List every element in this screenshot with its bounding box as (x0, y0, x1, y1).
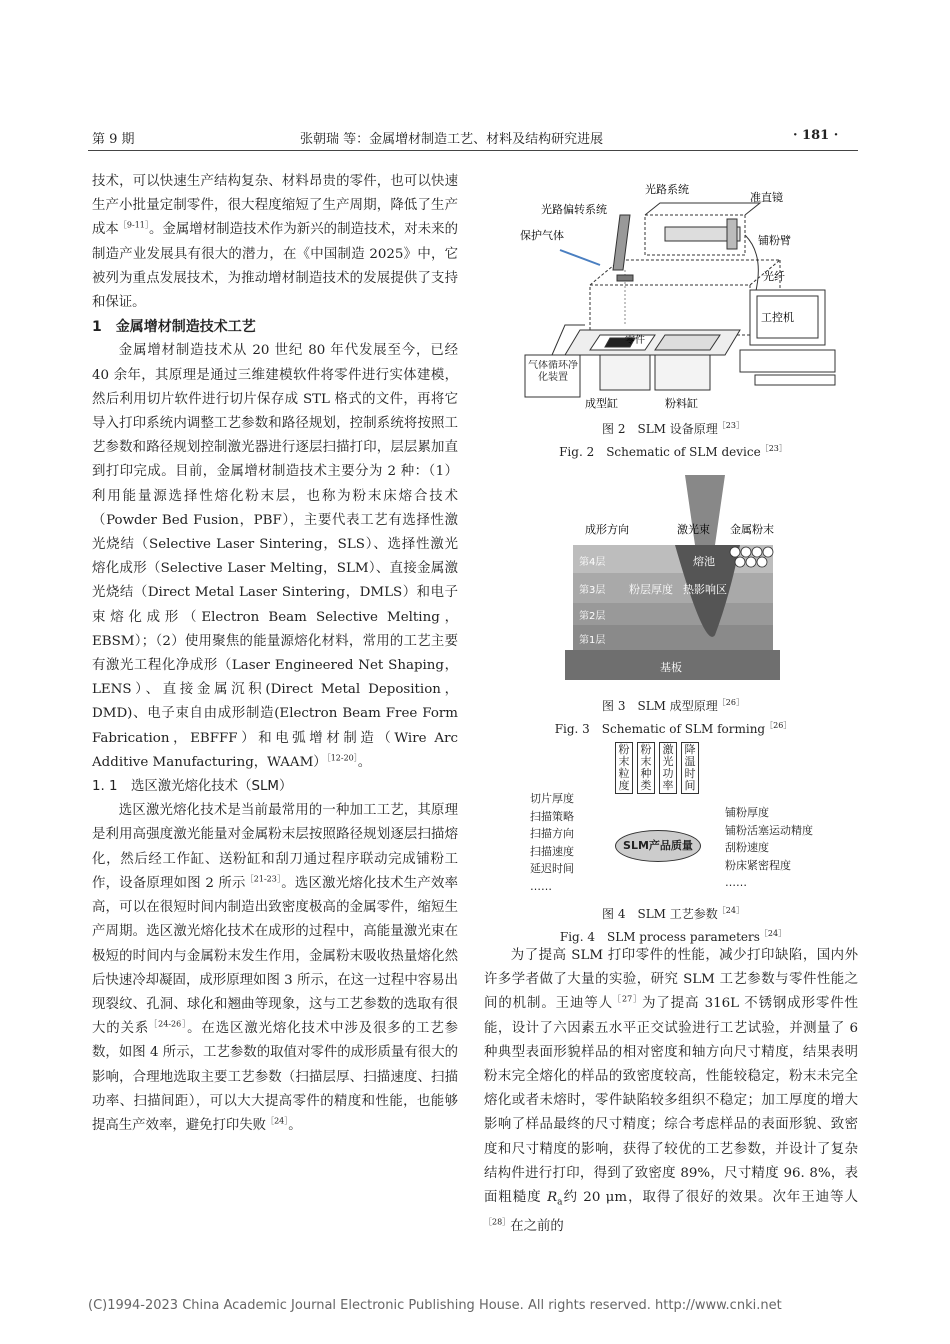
param-left: 扫描策略 (530, 809, 574, 823)
param-right: …… (725, 876, 747, 889)
paragraph: 金属增材制造技术从 20 世纪 80 年代发展至今，已经 40 余年，其原理是通过三维建模软件将零件进行实体建模，然后利用切片软件进行切片保存成 STL 格式的文件，再将它导入打印系统内调整工艺参数和路径规划，控制系统将按照工艺参数和路径规划控制激光器进行逐层扫描打印，层层累加直到打印完成。目前，金属增材制造技术主要分为 2 种：（1）利用能量源选择性熔化粉末层，也称为粉末床熔合技术（Powder Bed Fusion，PBF），主要代表工艺有选择性激光烧结（Selective Laser Sintering，SLS）、选择性激光熔化成形（Selective Laser Melting，SLM）、直接金属激光烧结（Direct Metal Laser Sintering，DMLS）和电子束熔化成形（Electron Beam Selective Melting，EBSM）；（2）使用聚焦的能量源熔化材料，常用的工艺主要有激光工程化净成形（Laser Engineered Net Shaping，LENS）、直接金属沉积(Direct Metal Deposition，DMD)、电子束自由成形制造(Electron Beam Free Form Fabrication，EBFFF）和电弧增材制造（Wire Arc Additive Manufacturing，WAAM）$^{[12-20]}$。 (92, 343, 458, 770)
label-arm: 铺粉臂 (758, 234, 791, 247)
label-l3: 第3层 (579, 585, 606, 596)
param-top: 降温时间 (681, 742, 699, 794)
label-purify: 气体循环净化装置 (528, 360, 578, 383)
label-l2: 第2层 (579, 611, 606, 622)
param-top: 粉末粒度 (615, 742, 633, 794)
label-fiber: 光纤 (763, 270, 785, 283)
param-left: 切片厚度 (530, 792, 574, 805)
param-right: 铺粉厚度 (725, 806, 769, 819)
center-node: SLM产品质量 (615, 830, 701, 862)
copyright-footer: (C)1994-2023 China Academic Journal Electronic Publishing House. All rights reserved. http://www.cnki.net (88, 1298, 782, 1313)
param-right: 铺粉活塞运动精度 (725, 823, 813, 837)
left-column (92, 170, 458, 1138)
label-metal-powder: 金属粉末 (730, 523, 774, 536)
label-optical: 光路系统 (645, 183, 689, 196)
param-right: 粉床紧密程度 (725, 858, 791, 872)
figure-3-slm-forming (565, 475, 785, 685)
subsection-heading: 1. 1 选区激光熔化技术（SLM） (92, 779, 293, 795)
fig4-caption-cn: 图 4 SLM 工艺参数$^{[24]}$ (602, 906, 744, 921)
label-pool: 熔池 (693, 555, 715, 568)
fig4-caption-en: Fig. 4 SLM process parameters$^{[24]}$ (559, 929, 787, 944)
issue-number: 第 9 期 (92, 132, 135, 147)
label-haz: 热影响区 (683, 583, 727, 596)
figure-4-slm-parameters (520, 742, 840, 892)
header-rule (88, 150, 858, 151)
param-top: 粉末种类 (637, 742, 655, 794)
label-laser: 激光束 (677, 523, 710, 536)
label-build: 成型缸 (585, 397, 618, 410)
section-heading: 1 金属增材制造技术工艺 (92, 319, 256, 336)
param-left: 扫描速度 (530, 844, 574, 858)
param-right: 刮粉速度 (725, 841, 769, 854)
param-left: 扫描方向 (530, 827, 574, 840)
running-title: 张朝瑞 等：金属增材制造工艺、材料及结构研究进展 (300, 132, 604, 147)
label-gas: 保护气体 (520, 229, 564, 242)
label-thickness: 粉层厚度 (629, 583, 673, 596)
fig2-caption-cn: 图 2 SLM 设备原理$^{[23]}$ (602, 421, 744, 436)
label-l4: 第4层 (579, 557, 606, 568)
label-collimator: 准直镜 (750, 191, 783, 204)
fig3-caption-en: Fig. 3 Schematic of SLM forming$^{[26]}$ (554, 721, 792, 736)
paragraph: 技术，可以快速生产结构复杂、材料昂贵的零件，也可以快速生产小批量定制零件，很大程度缩短了生产周期，降低了生产成本$^{[9-11]}$。金属增材制造技术作为新兴的制造技术，对未来的制造产业发展具有很大的潜力，在《中国制造 2025》中，它被列为重点发展技术，为推动增材制造技术的发展提供了支持和保证。 (92, 174, 459, 311)
fig3-caption-cn: 图 3 SLM 成型原理$^{[26]}$ (602, 698, 744, 713)
page-number: · 181 · (793, 128, 839, 143)
paragraph: 为了提高 SLM 打印零件的性能，减少打印缺陷，国内外许多学者做了大量的实验，研究 SLM 工艺参数与零件性能之间的机制。王迪等人$^{[27]}$为了提高 316L 不锈钢成形零件性能，设计了六因素五水平正交试验进行工艺试验，并测量了 6 种典型表面形貌样品的相对密度和轴方向尺寸精度，结果表明粉末完全熔化的样品的致密度较高，性能较稳定，粉末未完全熔化或者未熔时，零件缺陷较多组织不稳定；加工厚度的增大影响了样品最终的尺寸精度；综合考虑样品的表面形貌、致密度和尺寸精度的影响，获得了较优的工艺参数，并设计了复杂结构件进行打印，得到了致密度 89%，尺寸精度 96. 8%，表面粗糙度 $R_a$约 20 μm，取得了很好的效果。次年王迪等人$^{[28]}$在之前的 (484, 948, 859, 1234)
paragraph: 选区激光熔化技术是当前最常用的一种加工工艺，其原理是利用高强度激光能量对金属粉末层按照路径规划逐层扫描熔化，然后经工作缸、送粉缸和刮刀通过程序联动完成铺粉工作，设备原理如图 2 所示$^{[21-23]}$。选区激光熔化技术生产效率高，可以在很短时间内制造出致密度极高的金属零件，缩短生产周期。选区激光熔化技术在成形的过程中，高能量激光束在极短的时间内与金属粉末发生作用，金属粉末吸收热量熔化然后快速冷却凝固，成形原理如图 3 所示，在这一过程中容易出现裂纹、孔洞、球化和翘曲等现象，这与工艺参数的选取有很大的关系$^{[24-26]}$。在选区激光熔化技术中涉及很多的工艺参数，如图 4 所示，工艺参数的取值对零件的成形质量有很大的影响，合理地选取主要工艺参数（扫描层厚、扫描速度、扫描功率、扫描间距），可以大大提高零件的精度和性能，也能够提高生产效率，避免打印失败$^{[24]}$。 (92, 803, 459, 1133)
param-left: 延迟时间 (530, 862, 574, 875)
label-powder: 粉料缸 (665, 397, 698, 410)
param-top: 激光功率 (659, 742, 677, 794)
label-deflect: 光路偏转系统 (541, 203, 607, 216)
label-base: 基板 (660, 661, 682, 674)
param-left-list (530, 790, 574, 895)
figure-2-slm-device (505, 175, 855, 410)
param-right-list (725, 804, 813, 892)
label-ipc: 工控机 (761, 311, 794, 324)
param-left: …… (530, 879, 552, 893)
label-part: 零件 (625, 335, 645, 346)
fig2-caption-en: Fig. 2 Schematic of SLM device$^{[23]}$ (559, 444, 787, 459)
right-column (484, 944, 858, 1239)
label-direction: 成形方向 (585, 523, 629, 536)
label-l1: 第1层 (579, 635, 606, 646)
